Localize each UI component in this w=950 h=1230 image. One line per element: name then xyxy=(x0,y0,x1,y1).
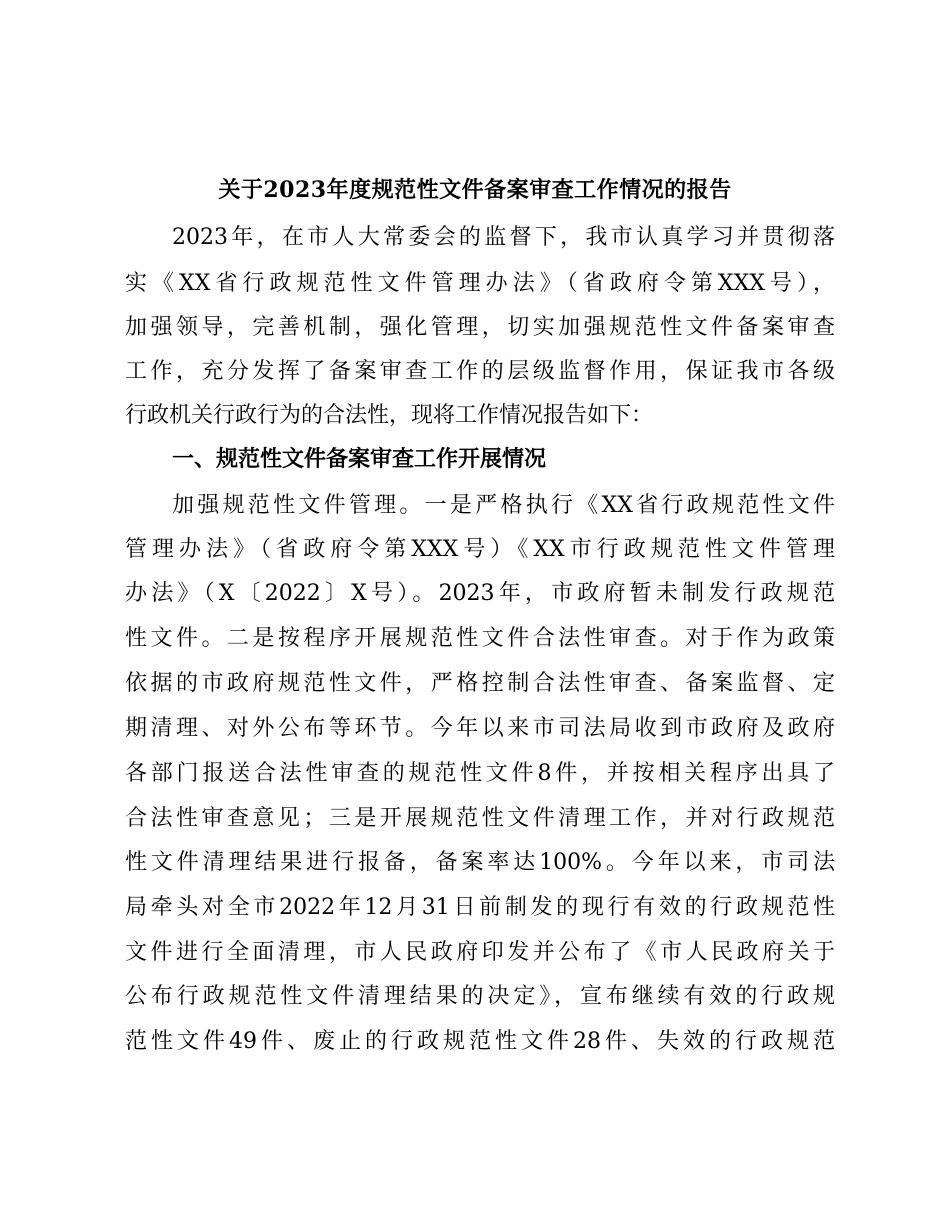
body-line: 性文件。二是按程序开展规范性文件合法性审查。对于作为政策 xyxy=(125,626,835,651)
body-line: 公布行政规范性文件清理结果的决定》，宣布继续有效的行政规 xyxy=(125,984,835,1009)
intro-line: 加强领导，完善机制，强化管理，切实加强规范性文件备案审查 xyxy=(125,315,835,340)
intro-line: 工作，充分发挥了备案审查工作的层级监督作用，保证我市各级 xyxy=(125,359,835,384)
body-line: 范性文件49件、废止的行政规范性文件28件、失效的行政规范 xyxy=(125,1029,835,1054)
body-line: 管理办法》（省政府令第XXX号）《XX市行政规范性文件管理 xyxy=(125,537,835,562)
intro-line: 2023年，在市人大常委会的监督下，我市认真学习并贯彻落 xyxy=(172,225,835,250)
body-line: 局牵头对全市2022年12月31日前制发的现行有效的行政规范性 xyxy=(125,895,835,920)
body-line: 合法性审查意见；三是开展规范性文件清理工作，并对行政规范 xyxy=(125,806,835,831)
body-line: 依据的市政府规范性文件，严格控制合法性审查、备案监督、定 xyxy=(125,671,835,696)
intro-line: 实《XX省行政规范性文件管理办法》（省政府令第XXX号）， xyxy=(125,271,835,296)
body-line: 加强规范性文件管理。一是严格执行《XX省行政规范性文件 xyxy=(172,493,835,518)
intro-line: 行政机关行政行为的合法性，现将工作情况报告如下： xyxy=(125,403,654,428)
body-line: 性文件清理结果进行报备，备案率达100%。今年以来，市司法 xyxy=(125,850,835,875)
section-heading: 一、规范性文件备案审查工作开展情况 xyxy=(172,447,547,472)
body-line: 期清理、对外公布等环节。今年以来市司法局收到市政府及政府 xyxy=(125,716,835,741)
document-title: 关于2023年度规范性文件备案审查工作情况的报告 xyxy=(218,177,732,203)
body-line: 各部门报送合法性审查的规范性文件8件，并按相关程序出具了 xyxy=(125,761,835,786)
body-line: 文件进行全面清理，市人民政府印发并公布了《市人民政府关于 xyxy=(125,940,835,965)
body-line: 办法》（X〔2022〕X号）。2023年，市政府暂未制发行政规范 xyxy=(125,581,835,606)
